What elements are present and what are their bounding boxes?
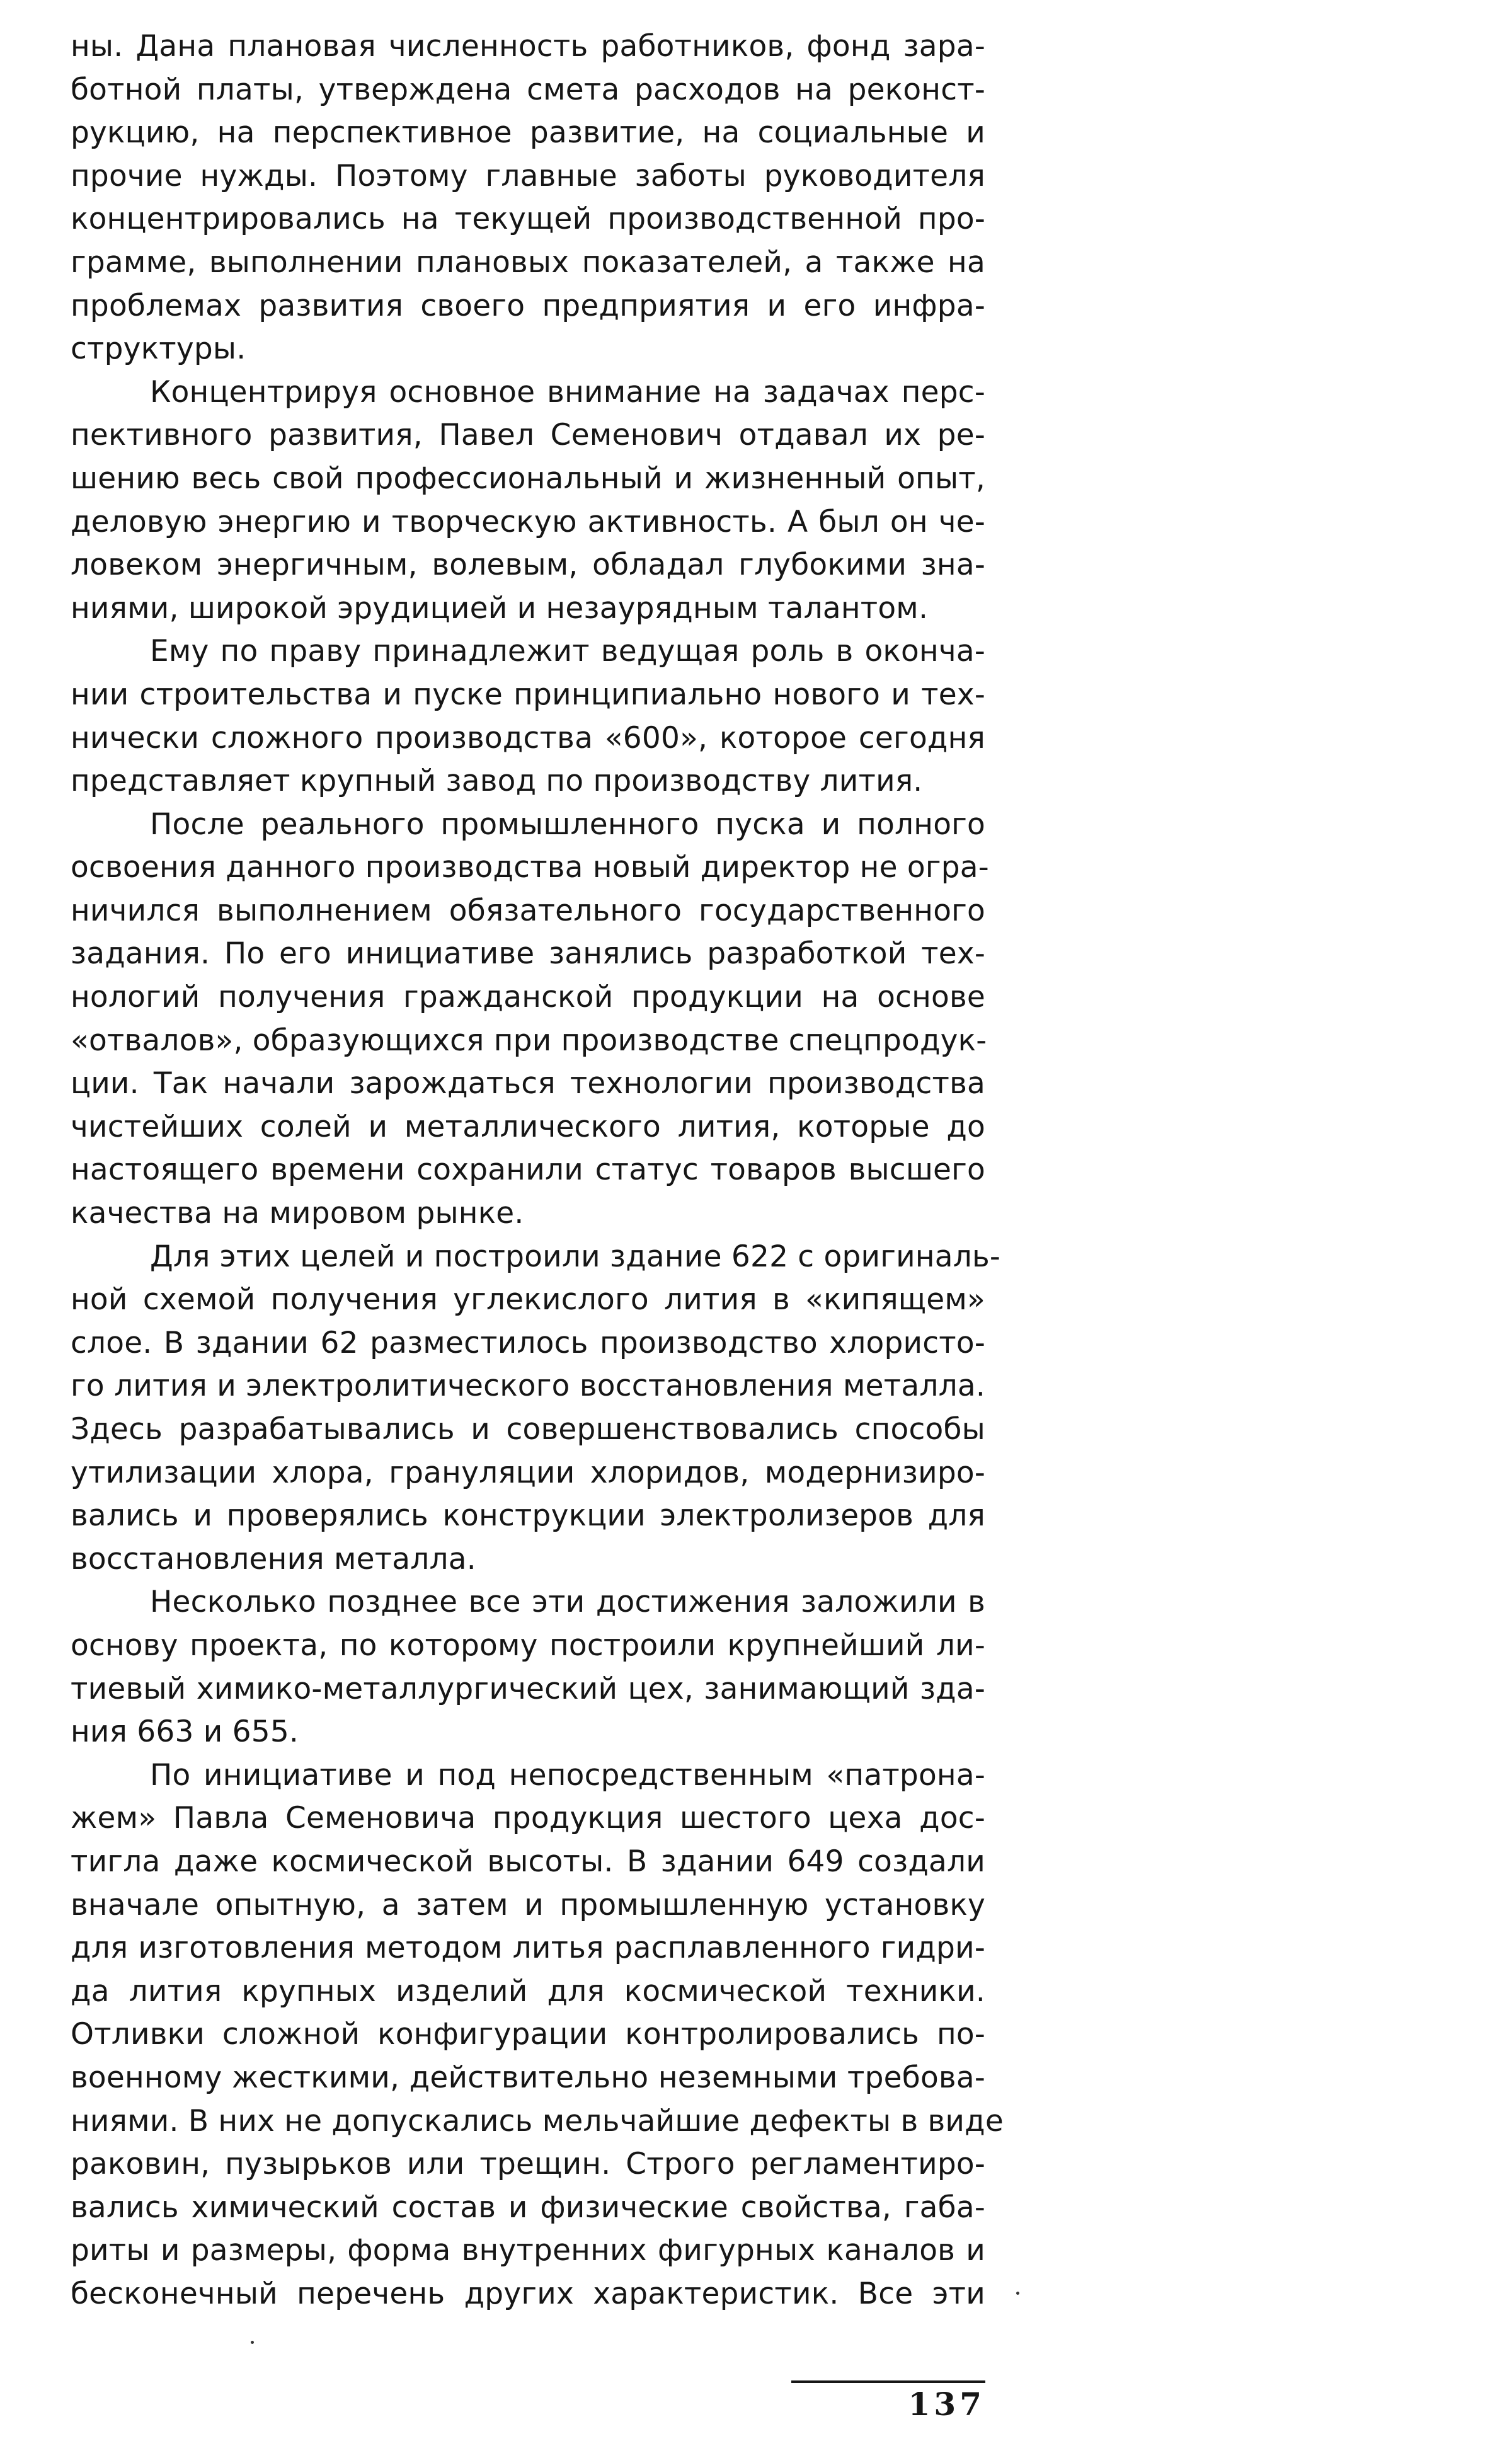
paragraph	[71, 1581, 985, 1754]
text-line: представляет крупный завод по производству лития.	[71, 764, 923, 799]
text-line: вались и проверялись конструкции электролизеров для	[71, 1498, 985, 1534]
text-line: вначале опытную, а затем и промышленную установку	[71, 1887, 985, 1922]
text-line: Несколько позднее все эти достижения заложили в	[150, 1585, 985, 1620]
text-line: грамме, выполнении плановых показателей, а также на	[71, 244, 985, 280]
text-line: ции. Так начали зарождаться технологии производства	[71, 1066, 985, 1101]
text-line: ничился выполнением обязательного государственного	[71, 893, 985, 928]
paragraph	[71, 371, 985, 631]
page-number: 137	[908, 2386, 985, 2423]
text-line: нии строительства и пуске принципиально нового и тех-	[71, 677, 985, 712]
text-line: качества на мировом рынке.	[71, 1196, 524, 1231]
text-line: основу проекта, по которому построили крупнейший ли-	[71, 1628, 985, 1663]
text-line: Ему по праву принадлежит ведущая роль в оконча-	[150, 634, 985, 669]
paragraph	[71, 1236, 1001, 1582]
text-line: Для этих целей и построили здание 622 с оригиналь-	[150, 1239, 1001, 1274]
print-speck	[251, 2341, 254, 2344]
text-line: пективного развития, Павел Семенович отдавал их ре-	[71, 418, 985, 453]
text-line: риты и размеры, форма внутренних фигурных каналов и	[71, 2233, 985, 2268]
text-line: После реального промышленного пуска и полного	[150, 807, 985, 842]
text-line: военному жесткими, действительно неземными требова-	[71, 2060, 985, 2095]
text-line: чистейших солей и металлического лития, которые до	[71, 1109, 985, 1144]
text-line: Концентрируя основное внимание на задачах перс-	[150, 374, 985, 410]
paragraph	[71, 630, 985, 803]
text-line: проблемах развития своего предприятия и его инфра-	[71, 288, 985, 323]
text-line: концентрировались на текущей производственной про-	[71, 202, 985, 237]
paragraph	[71, 803, 989, 1236]
print-speck	[1016, 2292, 1019, 2295]
text-line: восстановления металла.	[71, 1541, 476, 1576]
text-line: ны. Дана плановая численность работников, фонд зара-	[71, 29, 985, 64]
text-line: го лития и электролитического восстановления металла.	[71, 1369, 985, 1404]
text-line: утилизации хлора, грануляции хлоридов, модернизиро-	[71, 1455, 985, 1490]
text-line: жем» Павла Семеновича продукция шестого цеха дос-	[71, 1801, 985, 1836]
text-line: для изготовления методом литья расплавленного гидри-	[71, 1931, 985, 1966]
text-line: структуры.	[71, 331, 246, 367]
text-line: слое. В здании 62 разместилось производство хлористо-	[71, 1325, 985, 1360]
text-line: деловую энергию и творческую активность. А был он че-	[71, 504, 985, 539]
paragraph	[71, 25, 985, 371]
text-line: ботной платы, утверждена смета расходов на реконст-	[71, 72, 985, 107]
text-line: ной схемой получения углекислого лития в «кипящем»	[71, 1282, 985, 1318]
paragraph	[71, 1754, 1004, 2316]
text-line: освоения данного производства новый директор не огра-	[71, 850, 989, 885]
text-line: ловеком энергичным, волевым, обладал глубокими зна-	[71, 548, 985, 583]
text-line: бесконечный перечень других характеристик. Все эти	[71, 2276, 985, 2311]
text-line: По инициативе и под непосредственным «патрона-	[150, 1757, 985, 1793]
text-line: Отливки сложной конфигурации контролировались по-	[71, 2017, 985, 2052]
page-body	[71, 25, 1004, 2316]
text-line: ниями. В них не допускались мельчайшие дефекты в виде	[71, 2103, 1004, 2139]
text-line: «отвалов», образующихся при производстве спецпродук-	[71, 1023, 987, 1058]
text-line: Здесь разрабатывались и совершенствовались способы	[71, 1412, 985, 1447]
text-line: ниями, широкой эрудицией и незаурядным талантом.	[71, 590, 929, 626]
text-line: тиевый химико-металлургический цех, занимающий зда-	[71, 1671, 985, 1706]
text-line: тигла даже космической высоты. В здании 649 создали	[71, 1844, 985, 1879]
text-line: ния 663 и 655.	[71, 1714, 299, 1750]
text-line: раковин, пузырьков или трещин. Строго регламентиро-	[71, 2147, 985, 2182]
text-line: шению весь свой профессиональный и жизненный опыт,	[71, 461, 985, 496]
footer-rule	[791, 2380, 985, 2383]
text-line: рукцию, на перспективное развитие, на социальные и	[71, 115, 985, 151]
text-line: вались химический состав и физические свойства, габа-	[71, 2190, 985, 2225]
text-line: прочие нужды. Поэтому главные заботы руководителя	[71, 158, 985, 193]
text-line: настоящего времени сохранили статус товаров высшего	[71, 1152, 985, 1188]
text-line: задания. По его инициативе занялись разработкой тех-	[71, 936, 985, 972]
text-line: нически сложного производства «600», которое сегодня	[71, 720, 985, 755]
text-line: нологий получения гражданской продукции на основе	[71, 980, 985, 1015]
text-line: да лития крупных изделий для космической техники.	[71, 1973, 985, 2009]
